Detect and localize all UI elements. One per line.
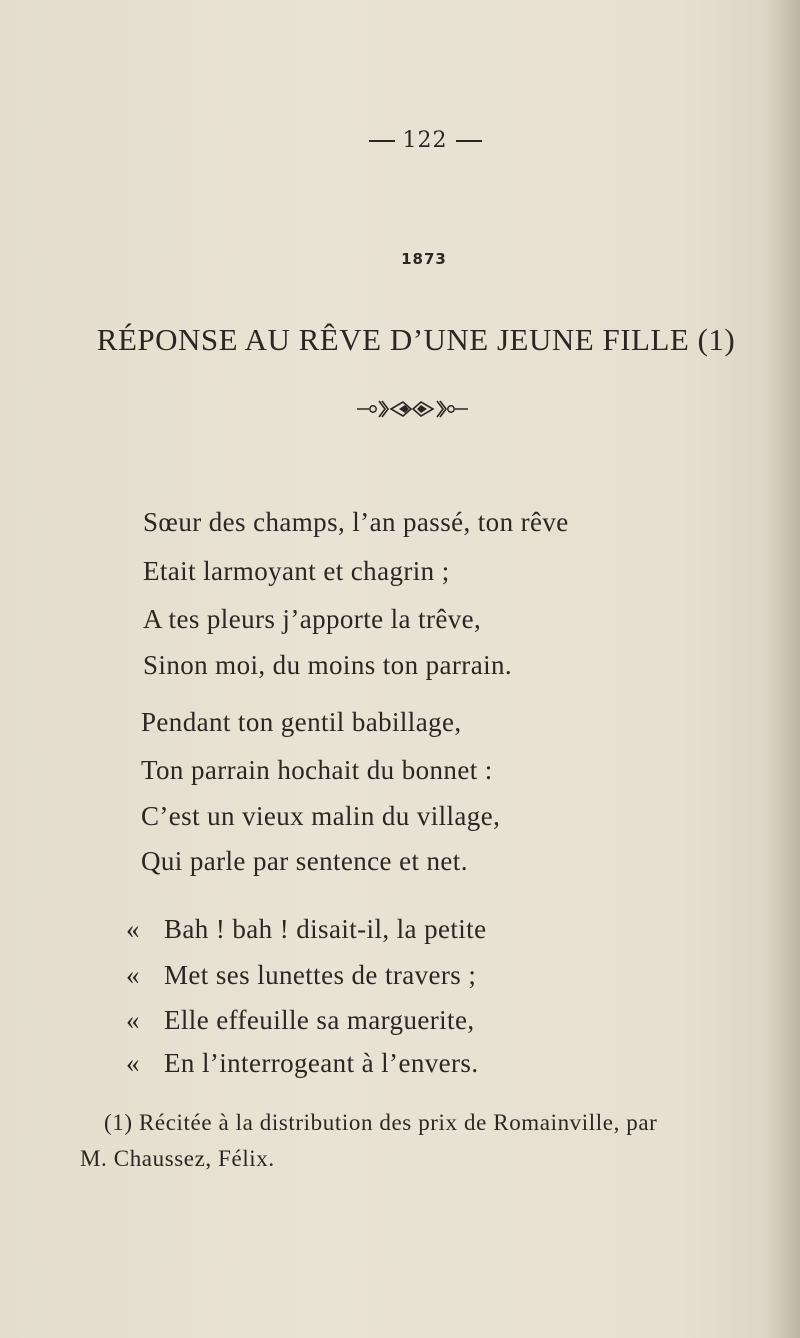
verse-line: Qui parle par sentence et net.	[141, 846, 468, 876]
footnote-line-1: (1) Récitée à la distribution des prix de Romainville, par	[104, 1110, 658, 1135]
page-spine-shadow	[766, 0, 800, 1338]
verse-line: « Elle effeuille sa marguerite,	[126, 1005, 475, 1035]
footnote-line-2: M. Chaussez, Félix.	[80, 1146, 275, 1171]
poem-title: RÉPONSE AU RÊVE D’UNE JEUNE FILLE (1)	[96, 322, 736, 357]
verse-line: « Bah ! bah ! disait-il, la petite	[126, 914, 487, 944]
opening-guillemet: «	[126, 960, 140, 990]
dash-right	[456, 140, 482, 142]
verse-line: Sœur des champs, l’an passé, ton rêve	[143, 507, 569, 537]
verse-line: Ton parrain hochait du bonnet :	[141, 755, 493, 785]
verse-line: C’est un vieux malin du village,	[141, 801, 501, 831]
poem-year: 1873	[401, 250, 447, 268]
fleuron-ornament-icon	[355, 397, 470, 421]
page-number-text: 122	[402, 128, 448, 153]
opening-guillemet: «	[126, 914, 140, 944]
verse-line: Pendant ton gentil babillage,	[141, 707, 462, 737]
verse-line: « Met ses lunettes de travers ;	[126, 960, 477, 990]
page-number	[0, 128, 800, 153]
opening-guillemet: «	[126, 1005, 140, 1035]
verse-line: « En l’interrogeant à l’envers.	[126, 1048, 479, 1078]
opening-guillemet: «	[126, 1048, 140, 1078]
verse-line: A tes pleurs j’apporte la trêve,	[143, 604, 482, 634]
dash-left	[369, 140, 395, 142]
verse-line: Sinon moi, du moins ton parrain.	[143, 650, 513, 680]
verse-line: Etait larmoyant et chagrin ;	[143, 556, 450, 586]
